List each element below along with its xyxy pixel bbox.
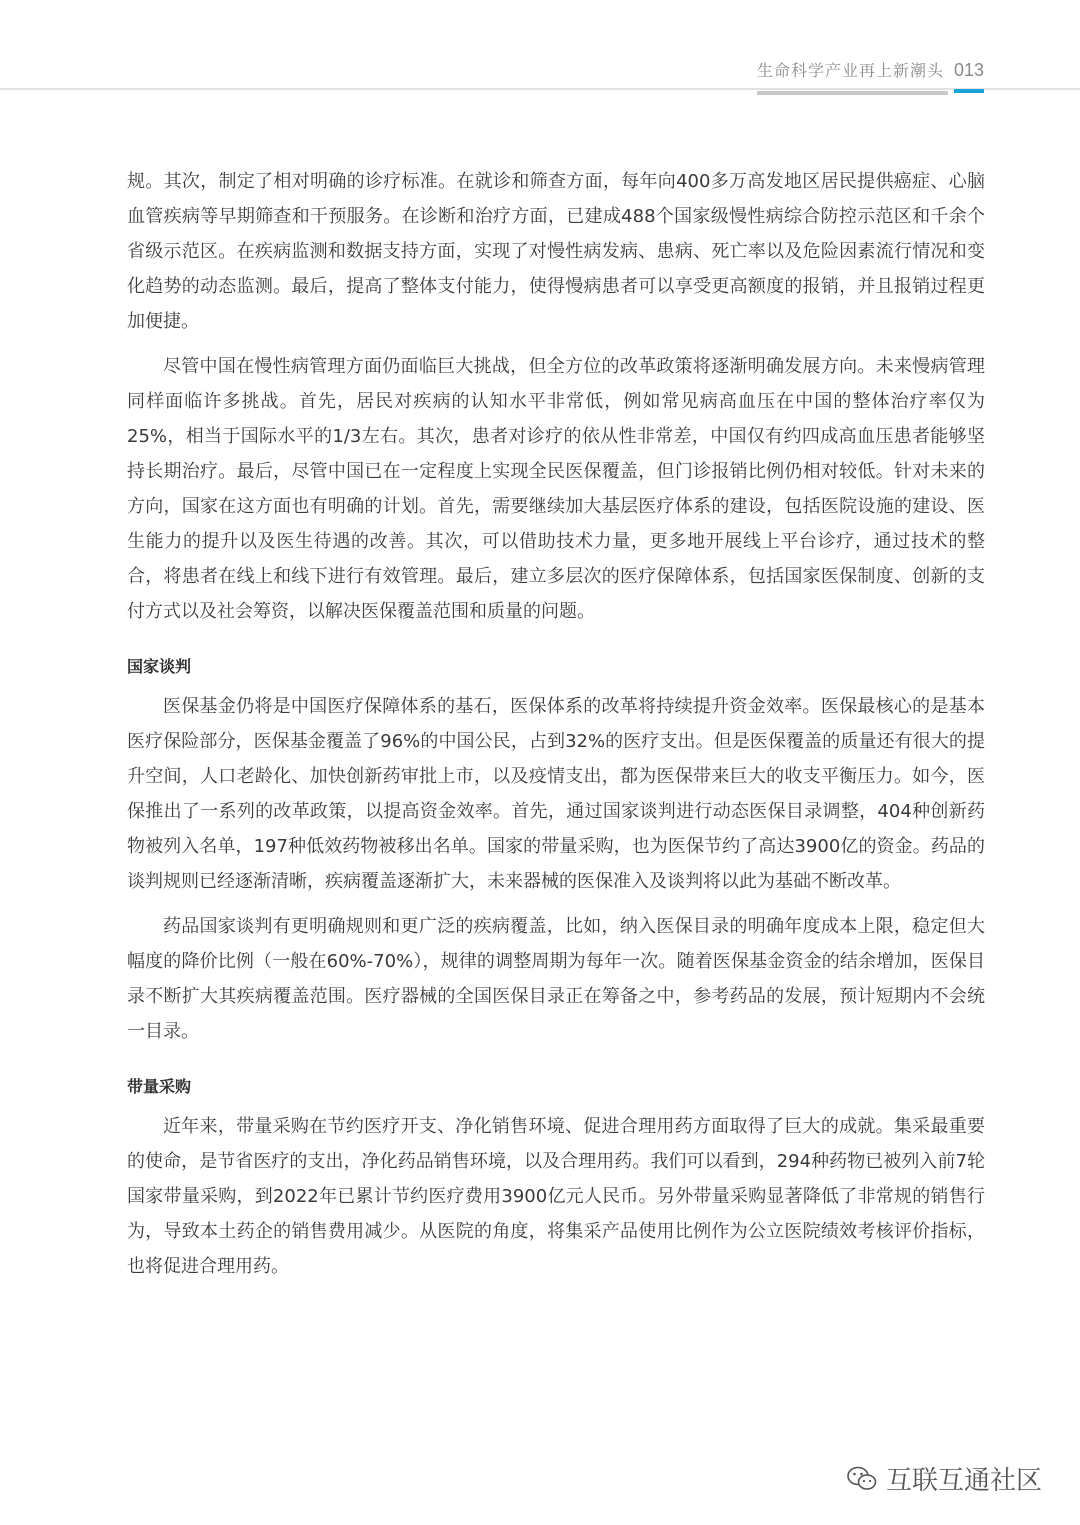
paragraph: 近年来，带量采购在节约医疗开支、净化销售环境、促进合理用药方面取得了巨大的成就。集采最重要的使命，是节省医疗的支出，净化药品销售环境，以及合理用药。我们可以看到，294种药物已被列入前7轮国家带量采购，到2022年已累计节约医疗费用3900亿元人民币。另外带量采购显著降低了非常规的销售行为，导致本土药企的销售费用减少。从医院的角度，将集采产品使用比例作为公立医院绩效考核评价指标，也将促进合理用药。 [127,1116,985,1277]
paragraph: 规。其次，制定了相对明确的诊疗标准。在就诊和筛查方面，每年向400多万高发地区居民提供癌症、心脑血管疾病等早期筛查和干预服务。在诊断和治疗方面，已建成488个国家级慢性病综合防控示范区和千余个省级示范区。在疾病监测和数据支持方面，实现了对慢性病发病、患病、死亡率以及危险因素流行情况和变化趋势的动态监测。最后，提高了整体支付能力，使得慢病患者可以享受更高额度的报销，并且报销过程更加便捷。 [127,171,985,332]
watermark [846,1460,1042,1497]
page-number: 013 [954,60,984,93]
wechat-icon [846,1465,878,1493]
header-title: 生命科学产业再上新潮头 [757,58,948,95]
article-body [127,164,985,1294]
section-heading-procurement: 带量采购 [127,1077,192,1096]
section-heading-negotiation: 国家谈判 [127,657,192,676]
paragraph: 医保基金仍将是中国医疗保障体系的基石，医保体系的改革将持续提升资金效率。医保最核心的是基本医疗保险部分，医保基金覆盖了96%的中国公民，占到32%的医疗支出。但是医保覆盖的质量还有很大的提升空间，人口老龄化、加快创新药审批上市，以及疫情支出，都为医保带来巨大的收支平衡压力。如今，医保推出了一系列的改革政策，以提高资金效率。首先，通过国家谈判进行动态医保目录调整，404种创新药物被列入名单，197种低效药物被移出名单。国家的带量采购，也为医保节约了高达3900亿的资金。药品的谈判规则已经逐渐清晰，疾病覆盖逐渐扩大，未来器械的医保准入及谈判将以此为基础不断改革。 [127,696,985,892]
watermark-text: 互联互通社区 [885,1466,1042,1496]
paragraph: 尽管中国在慢性病管理方面仍面临巨大挑战，但全方位的改革政策将逐渐明确发展方向。未来慢病管理同样面临许多挑战。首先，居民对疾病的认知水平非常低，例如常见病高血压在中国的整体治疗率仅为25%，相当于国际水平的1/3左右。其次，患者对诊疗的依从性非常差，中国仅有约四成高血压患者能够坚持长期治疗。最后，尽管中国已在一定程度上实现全民医保覆盖，但门诊报销比例仍相对较低。针对未来的方向，国家在这方面也有明确的计划。首先，需要继续加大基层医疗体系的建设，包括医院设施的建设、医生能力的提升以及医生待遇的改善。其次，可以借助技术力量，更多地开展线上平台诊疗，通过技术的整合，将患者在线上和线下进行有效管理。最后，建立多层次的医疗保障体系，包括国家医保制度、创新的支付方式以及社会筹资，以解决医保覆盖范围和质量的问题。 [127,356,985,622]
page-header [757,58,984,95]
paragraph: 药品国家谈判有更明确规则和更广泛的疾病覆盖，比如，纳入医保目录的明确年度成本上限，稳定但大幅度的降价比例（一般在60%-70%），规律的调整周期为每年一次。随着医保基金资金的结余增加，医保目录不断扩大其疾病覆盖范围。医疗器械的全国医保目录正在筹备之中，参考药品的发展，预计短期内不会统一目录。 [127,916,985,1042]
